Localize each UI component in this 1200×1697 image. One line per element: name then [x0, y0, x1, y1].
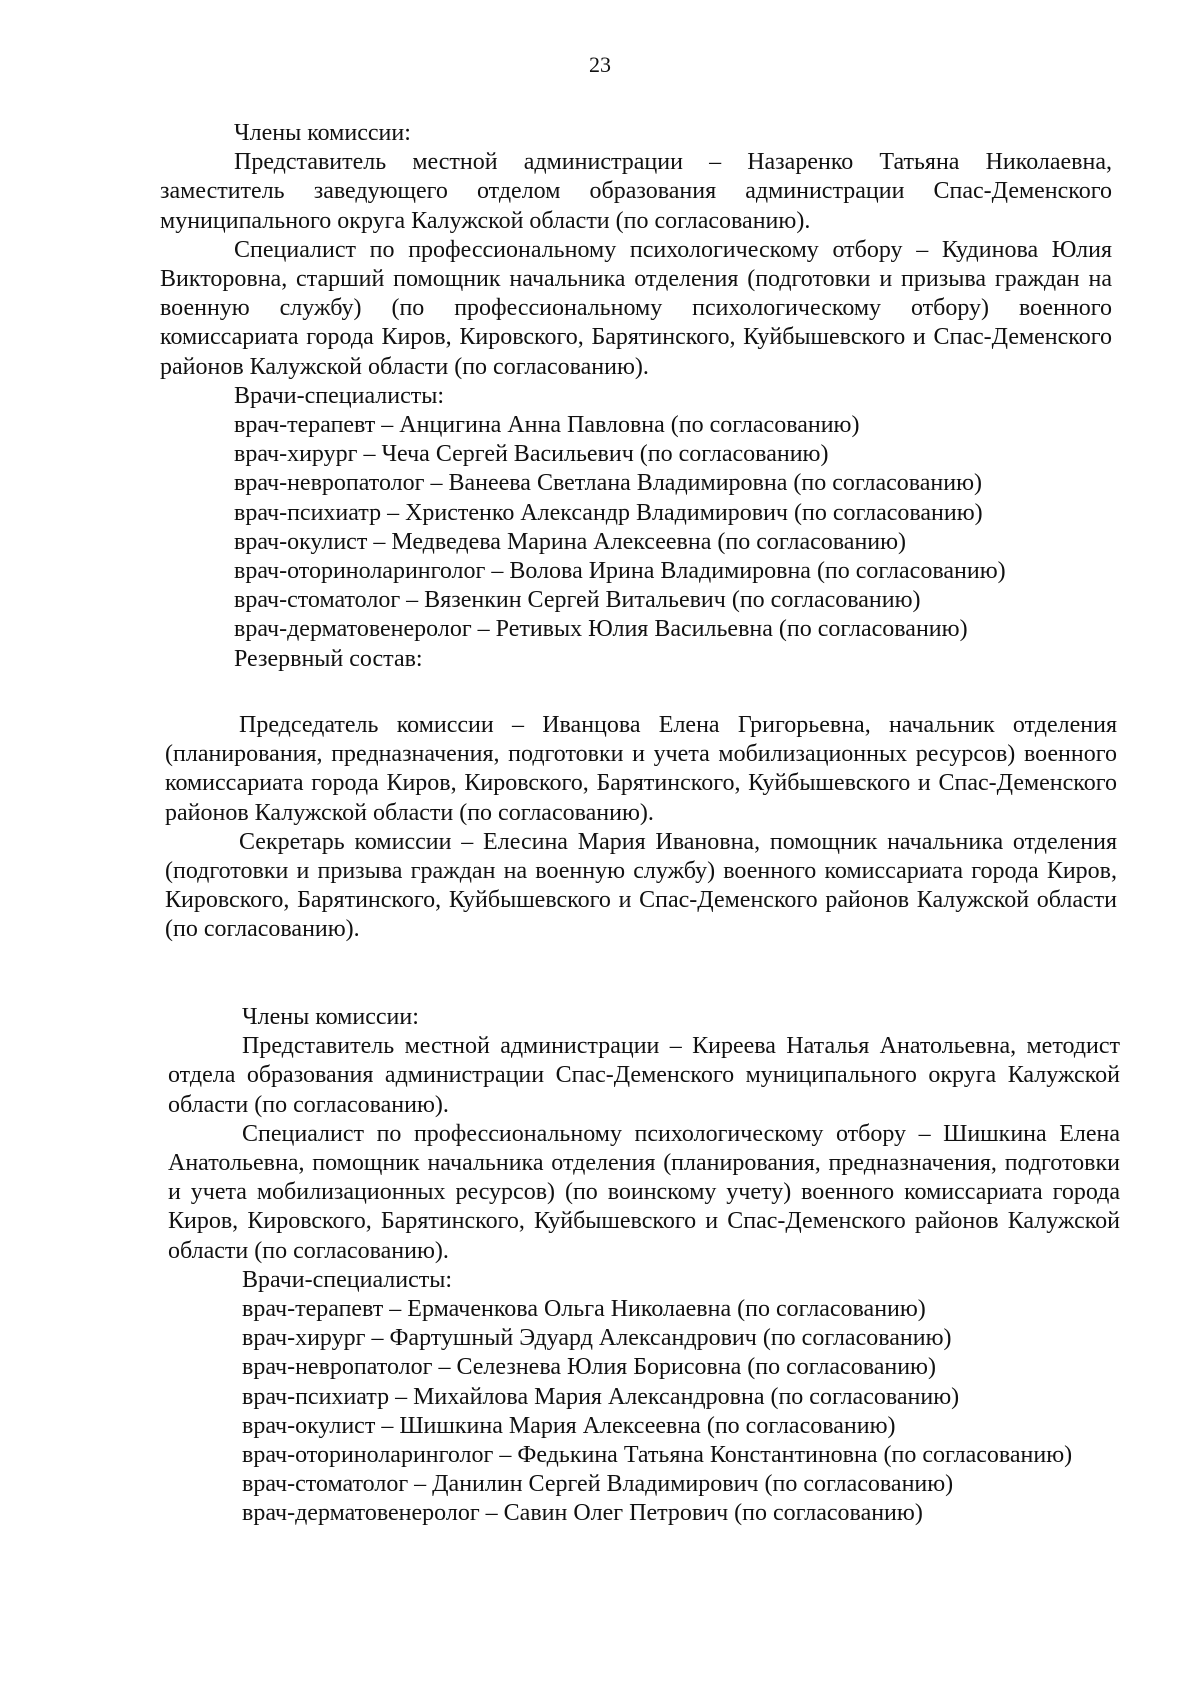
doctor-dentist: врач-стоматолог – Вязенкин Сергей Витальевич (по согласованию) — [234, 587, 921, 614]
doctor-otolaryngologist: врач-оториноларинголог – Волова Ирина Владимировна (по согласованию) — [234, 558, 1006, 585]
local-admin-representative: Представитель местной администрации – Назаренко Татьяна Николаевна, заместитель заведующего отделом образования администрации Спас-Деменского муниципального округа Калужской области (по согласованию). — [160, 149, 1112, 234]
reserve-doctor-dentist: врач-стоматолог – Данилин Сергей Владимирович (по согласованию) — [242, 1471, 954, 1498]
reserve-secretary: Секретарь комиссии – Елесина Мария Ивановна, помощник начальника отделения (подготовки и призыва граждан на военную службу) военного комиссариата города Киров, Кировского, Барятинского, Куйбышевского и Спас-Деменского районов Калужской области (по согласованию). — [165, 828, 1117, 943]
reserve-chairman: Председатель комиссии – Иванцова Елена Григорьевна, начальник отделения (планирования, предназначения, подготовки и учета мобилизационных ресурсов) военного комиссариата города Киров, Кировского, Барятинского, Куйбышевского и Спас-Деменского районов Калужской области (по согласованию). — [165, 712, 1117, 826]
doctor-ophthalmologist: врач-окулист – Медведева Марина Алексеевна (по согласованию) — [234, 528, 907, 555]
psychological-selection-specialist: Специалист по профессиональному психологическому отбору – Кудинова Юлия Викторовна, старший помощник начальника отделения (подготовки и призыва граждан на военную службу) (по профессиональному психологическому отбору) военного комиссариата города Киров, Кировского, Барятинского, Куйбышевского и Спас-Деменского районов Калужской области (по согласованию). — [160, 236, 1112, 380]
reserve-heading: Резервный состав: — [234, 645, 423, 672]
reserve-doctor-otolaryngologist: врач-оториноларинголог – Федькина Татьяна Константиновна (по согласованию) — [242, 1442, 1073, 1469]
doctor-surgeon: врач-хирург – Чеча Сергей Васильевич (по согласованию) — [234, 441, 829, 468]
reserve-doctor-psychiatrist: врач-психиатр – Михайлова Мария Александровна (по согласованию) — [242, 1383, 960, 1410]
reserve-psychological-selection-specialist: Специалист по профессиональному психологическому отбору – Шишкина Елена Анатольевна, помощник начальника отделения (планирования, предназначения, подготовки и учета мобилизационных ресурсов) (по воинскому учету) военного комиссариата города Киров, Кировского, Барятинского, Куйбышевского и Спас-Деменского районов Калужской области (по согласованию). — [168, 1120, 1120, 1264]
reserve-doctor-therapist: врач-терапевт – Ермаченкова Ольга Николаевна (по согласованию) — [242, 1296, 926, 1323]
reserve-doctor-ophthalmologist: врач-окулист – Шишкина Мария Алексеевна (по согласованию) — [242, 1412, 896, 1439]
reserve-doctor-surgeon: врач-хирург – Фартушный Эдуард Александрович (по согласованию) — [242, 1325, 952, 1352]
reserve-doctors-heading: Врачи-специалисты: — [242, 1266, 453, 1293]
doctors-heading: Врачи-специалисты: — [234, 382, 445, 409]
reserve-members-section — [168, 1003, 1120, 1529]
doctor-neurologist: врач-невропатолог – Ванеева Светлана Владимировна (по согласованию) — [234, 470, 983, 497]
reserve-members-heading: Члены комиссии: — [242, 1004, 419, 1030]
page-number: 23 — [589, 52, 611, 77]
reserve-local-admin-representative: Представитель местной администрации – Киреева Наталья Анатольевна, методист отдела образования администрации Спас-Деменского муниципального округа Калужской области (по согласованию). — [168, 1033, 1120, 1118]
reserve-doctor-dermatovenereologist: врач-дерматовенеролог – Савин Олег Петрович (по согласованию) — [242, 1500, 923, 1527]
doctor-psychiatrist: врач-психиатр – Христенко Александр Владимирович (по согласованию) — [234, 499, 983, 526]
reserve-leadership-section — [165, 711, 1117, 945]
members-heading: Члены комиссии: — [234, 120, 411, 146]
doctor-therapist: врач-терапевт – Анцигина Анна Павловна (по согласованию) — [234, 412, 860, 439]
doctor-dermatovenereologist: врач-дерматовенеролог – Ретивых Юлия Васильевна (по согласованию) — [234, 616, 968, 643]
reserve-doctor-neurologist: врач-невропатолог – Селезнева Юлия Борисовна (по согласованию) — [242, 1354, 936, 1381]
main-commission-section — [160, 119, 1112, 674]
